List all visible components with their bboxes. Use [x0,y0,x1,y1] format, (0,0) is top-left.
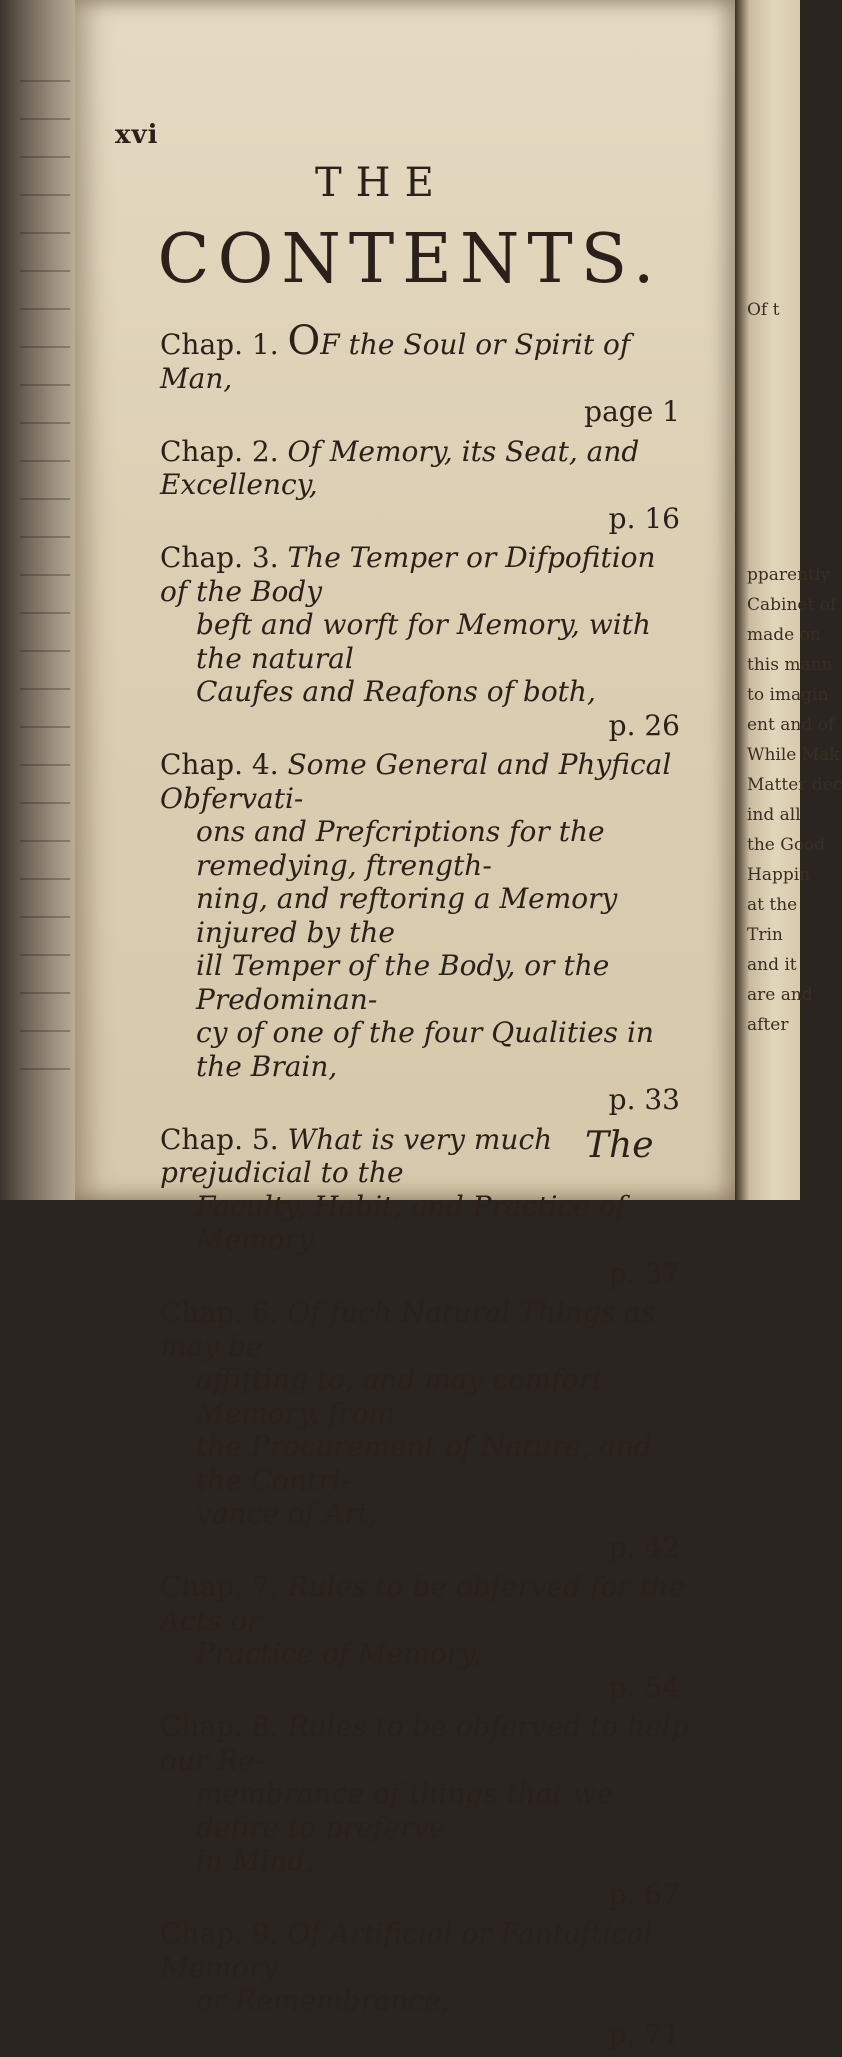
page-reference: p. 42 [608,1530,680,1564]
chapter-title-line: Of Artificial or Fantaftical Memory [160,1917,653,1984]
chapter-title-line: ill Temper of the Body, or the Predominan- [196,949,610,1016]
adjacent-text-fragment: made on [747,625,821,645]
chapter-label: Chap. 7. [160,1570,288,1603]
toc-entry-chap-3 [160,541,690,742]
page-reference: p. 33 [608,1083,680,1116]
page-reference: page 1 [584,395,680,428]
chapter-title-line: F the Soul or Spirit of Man, [160,328,631,395]
page-reference: p. 71 [608,2017,680,2051]
adjacent-text-fragment: Cabinet of [747,595,837,615]
adjacent-page-edge [735,0,842,1200]
toc-entry-chap-7 [160,1570,690,1704]
chapter-title-line: Rules to be obferved to help our Re- [160,1710,689,1777]
chapter-label: Chap. 1. [160,328,288,361]
adjacent-text-fragment: at the [747,895,798,915]
toc-entry-chap-1 [160,318,690,429]
chapter-label: Chap. 4. [160,748,288,781]
chapter-title-line: or Remembrance, [196,1984,450,2017]
adjacent-text-fragment: Trin [747,925,783,945]
toc-entry-chap-2 [160,435,690,536]
adjacent-text-fragment: are and [747,985,813,1005]
adjacent-text-fragment: pparently [747,565,830,585]
chapter-title-line: Faculty, Habit, and Practice of Memory. [196,1189,626,1256]
toc-list [160,318,690,2057]
adjacent-text-fragment: and it [747,955,797,975]
adjacent-text-fragment: ind all [747,805,801,825]
page-reference: p. 54 [608,1670,680,1704]
chapter-label: Chap. 2. [160,434,288,468]
adjacent-text-fragment: Matter dec [747,775,842,795]
chapter-title-line: ning, and reftoring a Memory injured by the [196,882,618,949]
heading-the: THE [315,160,448,206]
chapter-title-line: cy of one of the four Qualities in the Brain, [196,1016,654,1083]
chapter-title-line: Of fuch Natural Things as may be [160,1296,656,1363]
drop-initial: O [287,318,321,364]
binding-stitching [20,80,70,1080]
toc-entry-chap-8 [160,1710,690,1911]
page-reference: p. 37 [608,1256,680,1290]
adjacent-text-fragment: to imagin [747,685,829,705]
chapter-title-line: affifting to, and may comfort Memory, from [196,1363,604,1430]
book-binding-edge [0,0,75,1200]
adjacent-text-fragment: Happin [747,865,811,885]
page-number: xvi [115,120,159,150]
chapter-title-line: What is very much prejudicial to the [160,1122,553,1189]
book-page [75,0,735,2051]
adjacent-text-fragment: While Mak [747,745,840,765]
chapter-title-line: Caufes and Reafons of both, [196,675,596,708]
chapter-title-line: vance of Art, [196,1497,378,1530]
chapter-title-line: Some General and Phyfical Obfervati- [160,748,672,815]
page-reference: p. 67 [608,1877,680,1911]
adjacent-text-fragment: this mann [747,655,833,675]
chapter-title-line: Rules to be obferved for the Acts or [160,1570,686,1637]
page-reference: p. 26 [608,708,680,742]
adjacent-text-fragment: Of t [747,300,780,320]
heading-contents: CONTENTS. [157,220,663,299]
adjacent-text-fragment: ent and of [747,715,835,735]
adjacent-text-fragment: after [747,1015,789,1035]
chapter-label: Chap. 3. [160,541,288,574]
chapter-title-line: Of Memory, its Seat, and Excellency, [160,434,640,501]
chapter-title-line: in Mind, [196,1844,315,1877]
chapter-title-line: membrance of things that we defire to preferve [196,1777,614,1844]
toc-entry-chap-9 [160,1917,690,2051]
chapter-title-line: the Procurement of Nature, and the Contri- [196,1430,652,1497]
chapter-label: Chap. 8. [160,1710,288,1743]
toc-entry-chap-6 [160,1296,690,1564]
toc-entry-chap-4 [160,748,690,1117]
chapter-label: Chap. 6. [160,1296,288,1329]
page-reference: p. 16 [608,501,680,535]
catchword: The [585,1125,654,1166]
adjacent-text-fragment: the Good [747,835,826,855]
chapter-title-line: beft and worft for Memory, with the natural [196,608,651,675]
chapter-label: Chap. 9. [160,1917,288,1950]
chapter-label: Chap. 5. [160,1122,288,1156]
chapter-title-line: Practice of Memory, [196,1637,482,1670]
chapter-title-line: The Temper or Difpofition of the Body [160,541,656,608]
chapter-title-line: ons and Prefcriptions for the remedying, ftrength- [196,815,605,882]
